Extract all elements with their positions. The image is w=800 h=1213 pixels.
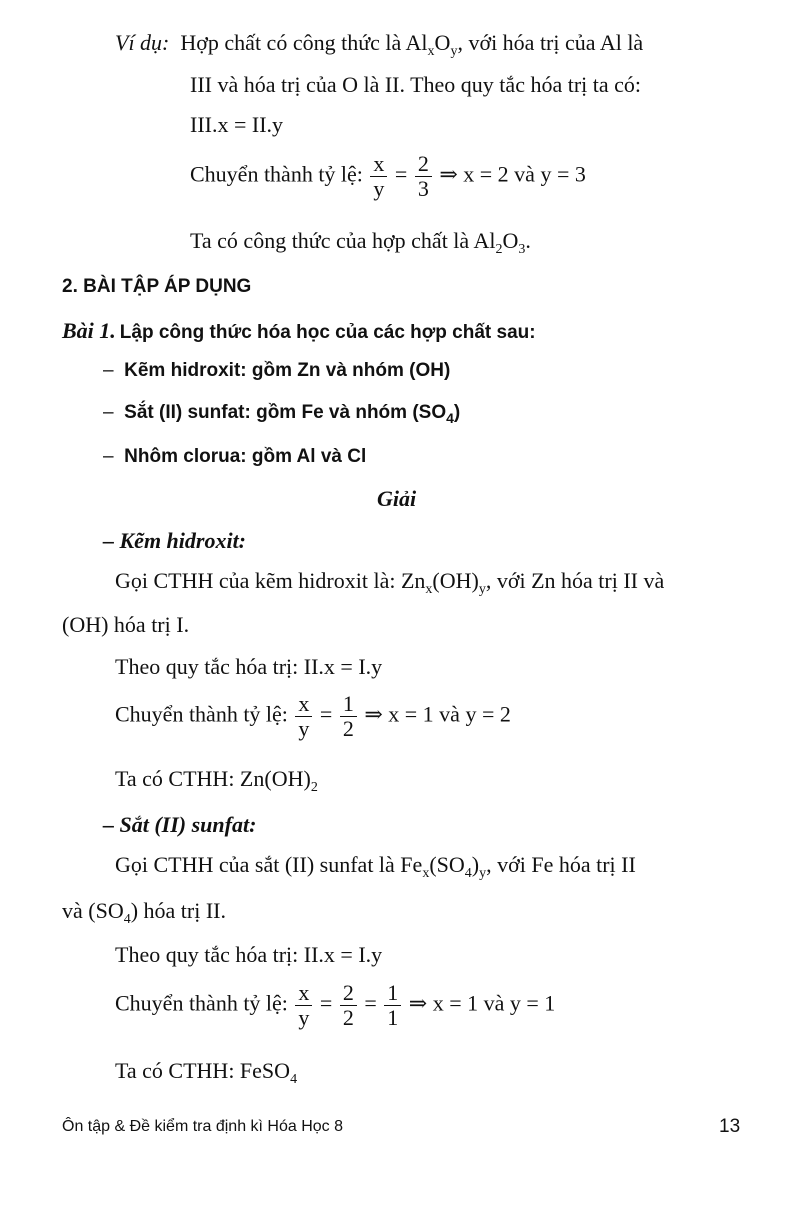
zinc-result: Ta có CTHH: $Zn(OH)_2$ [115, 766, 318, 795]
exercise-line [62, 318, 536, 344]
iron-ratio: Chuyển thành tỷ lệ: $\frac{x}{y}$ = $\frac{2}{2}$ = $\frac{1}{1}$ ⇒ x = 1 và y = 1 [115, 980, 556, 1030]
footer-book-title: Ôn tập & Đề kiểm tra định kì Hóa Học 8 [62, 1118, 344, 1135]
iron-line-2: và $(SO_4)$ hóa trị II. [62, 898, 227, 927]
exercise-text: Lập công thức hóa học của các hợp chất sau: [119, 322, 536, 343]
fraction: $\frac{x}{y}$ [370, 152, 387, 201]
zinc-heading: – Kẽm hidroxit: [103, 528, 247, 553]
exercise-label: Bài 1. [62, 318, 116, 343]
example-line-1: Ví dụ: Hợp chất có công thức là $Al_xO_y$, với hóa trị của Al là [115, 30, 644, 59]
fraction: $\frac{1}{1}$ [384, 981, 401, 1030]
zinc-line-1: Gọi CTHH của kẽm hidroxit là: $Zn_x(OH)_y$, với Zn hóa trị II và [115, 568, 665, 597]
example-line-3: III.x = II.y [190, 112, 284, 137]
fraction: $\frac{x}{y}$ [295, 692, 312, 741]
example-ratio: Chuyển thành tỷ lệ: $\frac{x}{y}$ = $\frac{2}{3}$ ⇒ x = 2 và y = 3 [190, 151, 586, 201]
page-number: 13 [719, 1116, 741, 1137]
fraction: $\frac{2}{2}$ [340, 981, 357, 1030]
zinc-rule: Theo quy tắc hóa trị: II.x = I.y [115, 654, 383, 679]
fraction: $\frac{1}{2}$ [340, 692, 357, 741]
example-line-2: III và hóa trị của O là II. Theo quy tắc hóa trị ta có: [190, 72, 642, 97]
solution-title: Giải [377, 486, 417, 511]
example-conclusion: Ta có công thức của hợp chất là $Al_2O_3$. [190, 228, 531, 257]
exercise-item: – Nhôm clorua: gồm Al và Cl [103, 446, 367, 467]
section-heading: 2. BÀI TẬP ÁP DỤNG [62, 276, 252, 297]
iron-result: Ta có CTHH: FeSO$_4$ [115, 1058, 298, 1087]
exercise-item: – Sắt (II) sunfat: gồm Fe và nhóm $(SO_4)$ [103, 402, 461, 426]
fraction: $\frac{2}{3}$ [415, 152, 432, 201]
example-label: Ví dụ: [115, 30, 170, 55]
exercise-item: – Kẽm hidroxit: gồm Zn và nhóm (OH) [103, 360, 451, 381]
fraction: $\frac{x}{y}$ [295, 981, 312, 1030]
zinc-ratio: Chuyển thành tỷ lệ: $\frac{x}{y}$ = $\frac{1}{2}$ ⇒ x = 1 và y = 2 [115, 691, 511, 741]
iron-rule: Theo quy tắc hóa trị: II.x = I.y [115, 942, 383, 967]
zinc-line-2: (OH) hóa trị I. [62, 612, 190, 637]
iron-heading: – Sắt (II) sunfat: [103, 812, 257, 837]
iron-line-1: Gọi CTHH của sắt (II) sunfat là $Fe_x(SO_4)_y$, với Fe hóa trị II [115, 852, 636, 881]
